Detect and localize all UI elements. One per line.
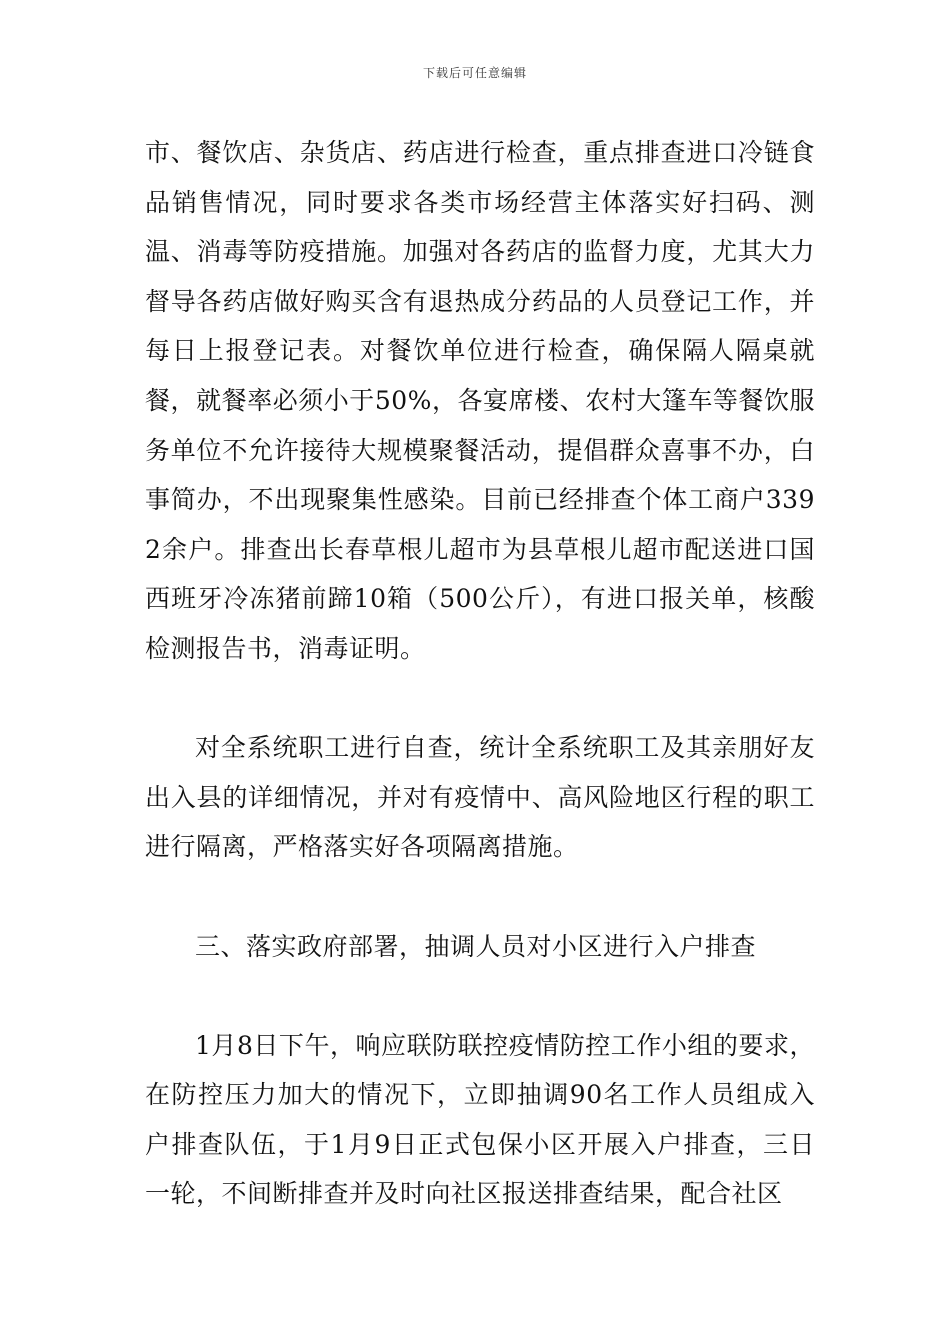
paragraph-staff-selfcheck: 对全系统职工进行自查，统计全系统职工及其亲朋好友出入县的详细情况，并对有疫情中、高风险地区行程的职工进行隔离，严格落实好各项隔离措施。 [145, 733, 815, 862]
section-heading-3: 三、落实政府部署，抽调人员对小区进行入户排查 [195, 931, 757, 961]
paragraph-spacer [145, 674, 815, 724]
paragraph-household-check: 1月8日下午，响应联防联控疫情防控工作小组的要求，在防控压力加大的情况下，立即抽调90名工作人员组成入户排查队伍，于1月9日正式包保小区开展入户排查，三日一轮，不间断排查并及时向社区报送排查结果，配合社区 [145, 1030, 815, 1209]
paragraph-inspection: 市、餐饮店、杂货店、药店进行检查，重点排查进口冷链食品销售情况，同时要求各类市场经营主体落实好扫码、测温、消毒等防疫措施。加强对各药店的监督力度，尤其大力督导各药店做好购买含有退热成分药品的人员登记工作，并每日上报登记表。对餐饮单位进行检查，确保隔人隔桌就餐，就餐率必须小于50%，各宴席楼、农村大篷车等餐饮服务单位不允许接待大规模聚餐活动，提倡群众喜事不办，白事简办，不出现聚集性感染。目前已经排查个体工商户3392余户。排查出长春草根儿超市为县草根儿超市配送进口国西班牙冷冻猪前蹄10箱（500公斤），有进口报关单，核酸检测报告书，消毒证明。 [145, 138, 815, 663]
paragraph-spacer [145, 971, 815, 1021]
page-header-note: 下载后可任意编辑 [422, 66, 527, 80]
document-body [145, 128, 815, 1219]
paragraph-spacer [145, 872, 815, 922]
